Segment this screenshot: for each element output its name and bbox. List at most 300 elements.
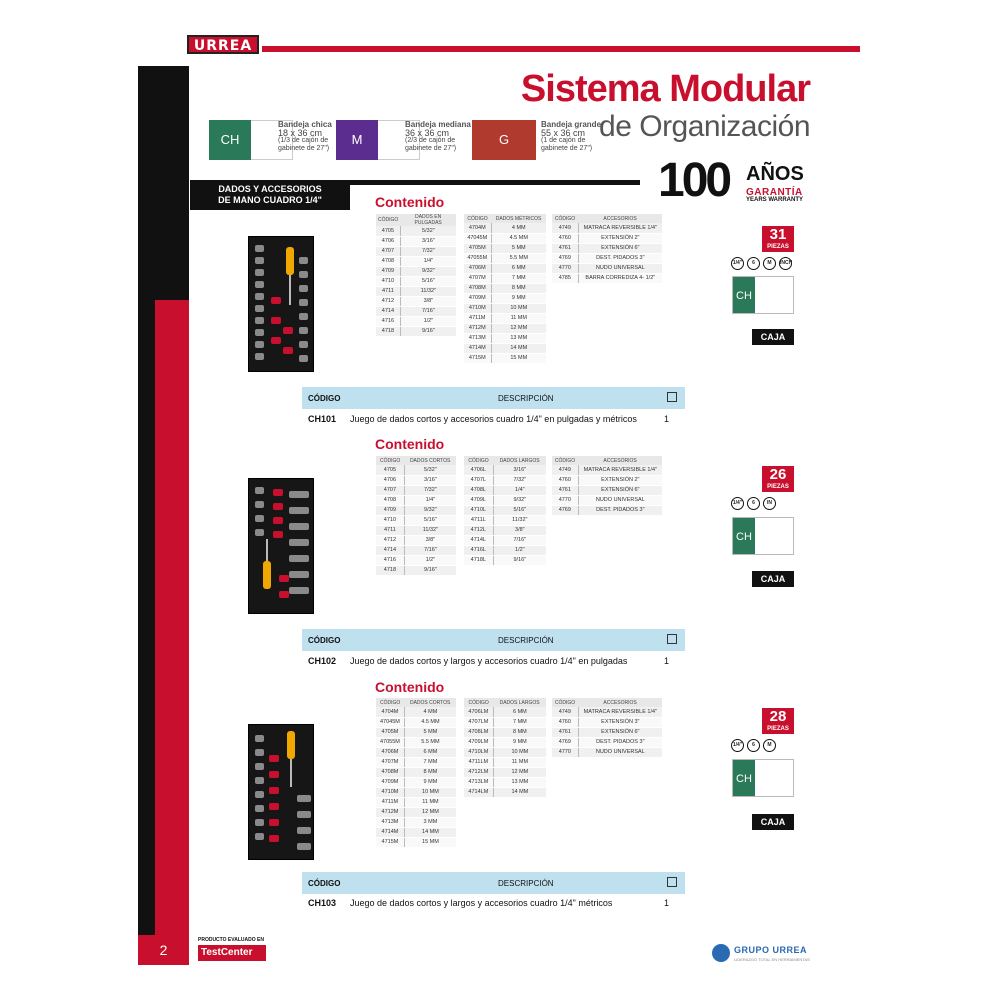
- table-row: [376, 737, 456, 747]
- table-row: [464, 777, 546, 787]
- globe-icon: [712, 944, 730, 962]
- socket: [279, 575, 289, 582]
- cell-value: 5.5 MM: [404, 737, 456, 747]
- cell-value: 6 MM: [491, 263, 546, 273]
- cell-value: EXTENSIÓN 6": [578, 727, 662, 737]
- piece-count: 31: [769, 226, 787, 243]
- socket: [283, 347, 293, 354]
- socket: [255, 791, 264, 798]
- cell-code: 4709: [376, 505, 404, 515]
- description-header: [302, 387, 685, 409]
- table-row: [376, 505, 456, 515]
- col-header: DADOS MÉTRICOS: [491, 214, 546, 223]
- table-row: [464, 495, 546, 505]
- screwdriver-handle: [286, 247, 294, 275]
- cell-value: 11 MM: [491, 313, 546, 323]
- cell-value: 1/4": [493, 485, 546, 495]
- table-row: [464, 343, 546, 353]
- table-long-sockets: [464, 456, 546, 566]
- table-row: [464, 283, 546, 293]
- product-code: CH103: [308, 898, 337, 908]
- table-row: [376, 256, 456, 266]
- table-row: [464, 767, 546, 777]
- cell-code: 4712: [376, 535, 404, 545]
- cell-value: 1/2": [400, 316, 456, 326]
- cell-value: 3/16": [493, 465, 546, 475]
- cell-code: 4718: [376, 565, 404, 575]
- urrea-logo: URREA: [187, 35, 259, 54]
- socket: [255, 353, 264, 360]
- metric-icon: M: [763, 739, 776, 752]
- table-row: [552, 747, 662, 757]
- table-row: [552, 273, 662, 283]
- spec-icons: [731, 497, 776, 510]
- cell-code: 4709M: [464, 293, 491, 303]
- tray-size-badge: [732, 759, 794, 797]
- cell-value: 13 MM: [491, 333, 546, 343]
- socket: [297, 827, 311, 834]
- socket: [271, 317, 281, 324]
- code-header: CÓDIGO: [308, 394, 341, 403]
- table-row: [376, 485, 456, 495]
- cell-code: 4760: [552, 717, 578, 727]
- socket: [299, 341, 308, 348]
- cell-value: 5.5 MM: [491, 253, 546, 263]
- table-row: [464, 243, 546, 253]
- cell-code: 4705: [376, 226, 400, 236]
- socket: [255, 805, 264, 812]
- cell-value: MATRACA REVERSIBLE 1/4": [578, 223, 662, 233]
- tray-code: CH: [209, 120, 251, 160]
- cell-code: 4707M: [464, 273, 491, 283]
- product-qty: 1: [664, 656, 670, 666]
- table-row: [552, 717, 662, 727]
- cell-value: 3/16": [400, 236, 456, 246]
- cell-code: 4715M: [464, 353, 491, 363]
- screwdriver-handle: [287, 731, 295, 759]
- cell-code: 4709LM: [464, 737, 493, 747]
- warranty-word: AÑOS: [746, 163, 804, 185]
- tray-text-m: [405, 121, 471, 153]
- col-header: CÓDIGO: [552, 698, 578, 707]
- cell-value: 10 MM: [491, 303, 546, 313]
- cell-code: 4706M: [376, 747, 404, 757]
- table-row: [552, 505, 662, 515]
- cell-code: 4707L: [464, 475, 493, 485]
- table-row: [376, 236, 456, 246]
- section-title-line1: DADOS Y ACCESORIOS: [218, 184, 322, 194]
- table-row: [376, 525, 456, 535]
- cell-code: 4713LM: [464, 777, 493, 787]
- code-header: CÓDIGO: [308, 636, 341, 645]
- cell-code: 4715M: [376, 837, 404, 847]
- cell-code: 47045M: [376, 717, 404, 727]
- cell-code: 4716: [376, 316, 400, 326]
- cell-code: 4749: [552, 707, 578, 717]
- piece-count: 26: [769, 466, 787, 483]
- cell-code: 4761: [552, 485, 578, 495]
- screwdriver-handle: [263, 561, 271, 589]
- socket: [273, 503, 283, 510]
- cell-value: 7 MM: [491, 273, 546, 283]
- grupo-tagline: LIDERAZGO TOTAL EN HERRAMIENTAS: [734, 957, 810, 962]
- cell-value: EXTENSIÓN 2": [578, 475, 662, 485]
- code-header: CÓDIGO: [308, 879, 341, 888]
- cell-code: 4711: [376, 525, 404, 535]
- cell-code: 4770: [552, 495, 578, 505]
- table-row: [376, 545, 456, 555]
- cell-code: 4707: [376, 485, 404, 495]
- table-row: [464, 485, 546, 495]
- tray-size-code: CH: [733, 518, 755, 554]
- cell-value: 9/16": [404, 565, 456, 575]
- col-header: CÓDIGO: [376, 214, 400, 226]
- drive-size-icon: 1/4": [731, 739, 744, 752]
- socket: [269, 803, 279, 810]
- description-header-label: DESCRIPCIÓN: [498, 636, 554, 645]
- table-metric-sockets: [464, 214, 546, 364]
- cell-code: 47055M: [376, 737, 404, 747]
- piece-label: PIEZAS: [767, 726, 789, 732]
- socket: [299, 285, 308, 292]
- screwdriver-shaft: [266, 539, 268, 561]
- table-row: [376, 827, 456, 837]
- table-row: [552, 485, 662, 495]
- socket: [279, 591, 289, 598]
- screwdriver-shaft: [289, 275, 291, 305]
- socket: [269, 771, 279, 778]
- cell-value: 11/32": [400, 286, 456, 296]
- col-header: ACCESORIOS: [578, 456, 662, 465]
- cell-code: 4708L: [464, 485, 493, 495]
- caja-label: CAJA: [752, 814, 794, 830]
- cell-value: 12 MM: [491, 323, 546, 333]
- piece-label: PIEZAS: [767, 484, 789, 490]
- col-header: ACCESORIOS: [578, 698, 662, 707]
- table-short-sockets: [376, 698, 456, 848]
- cell-value: 7/16": [493, 535, 546, 545]
- table-row: [376, 807, 456, 817]
- cell-value: 3/8": [493, 525, 546, 535]
- tool-tray-image: [248, 478, 314, 614]
- cell-code: 4718: [376, 326, 400, 336]
- socket: [269, 755, 279, 762]
- socket: [255, 529, 264, 536]
- col-header: CÓDIGO: [376, 698, 404, 707]
- table-row: [376, 717, 456, 727]
- cell-value: 8 MM: [493, 727, 546, 737]
- cell-value: 7/16": [404, 545, 456, 555]
- cell-code: 4710M: [376, 787, 404, 797]
- description-header-label: DESCRIPCIÓN: [498, 394, 554, 403]
- table-row: [376, 316, 456, 326]
- cell-code: 4712LM: [464, 767, 493, 777]
- cell-code: 47055M: [464, 253, 491, 263]
- table-row: [376, 475, 456, 485]
- table-row: [376, 555, 456, 565]
- table-row: [376, 226, 456, 236]
- tray-note: gabinete de 27"): [405, 145, 457, 152]
- table-row: [464, 263, 546, 273]
- hex-point-icon: 6: [747, 739, 760, 752]
- warranty-badge: [658, 154, 808, 207]
- cell-code: 4714LM: [464, 787, 493, 797]
- section-rule: [350, 180, 640, 185]
- cell-value: 6 MM: [493, 707, 546, 717]
- col-header: CÓDIGO: [464, 698, 493, 707]
- cell-code: 4707LM: [464, 717, 493, 727]
- cell-code: 4770: [552, 747, 578, 757]
- cell-value: 7/32": [404, 485, 456, 495]
- socket: [255, 341, 264, 348]
- cell-value: 9 MM: [491, 293, 546, 303]
- socket: [289, 507, 309, 514]
- cell-value: 9/32": [493, 495, 546, 505]
- cell-code: 4714: [376, 545, 404, 555]
- cell-value: 12 MM: [493, 767, 546, 777]
- col-header: DADOS CORTOS: [404, 456, 456, 465]
- socket: [273, 517, 283, 524]
- cell-value: 5/32": [400, 226, 456, 236]
- tray-size-blank: [755, 277, 793, 313]
- cell-code: 4714: [376, 306, 400, 316]
- table-row: [376, 535, 456, 545]
- drive-size-icon: 1/4": [731, 257, 744, 270]
- socket: [269, 819, 279, 826]
- cell-code: 4769: [552, 737, 578, 747]
- cell-value: MATRACA REVERSIBLE 1/4": [578, 465, 662, 475]
- col-header: DADOS CORTOS: [404, 698, 456, 707]
- product-code: CH101: [308, 414, 337, 424]
- table-row: [464, 273, 546, 283]
- col-header: ACCESORIOS: [578, 214, 662, 223]
- cell-value: 11/32": [404, 525, 456, 535]
- description-header: [302, 629, 685, 651]
- cell-code: 4708M: [376, 767, 404, 777]
- table-row: [376, 757, 456, 767]
- cell-value: 11/32": [493, 515, 546, 525]
- tray-note: gabinete de 27"): [278, 145, 330, 152]
- socket: [289, 523, 309, 530]
- col-header: DADOS EN PULGADAS: [400, 214, 456, 226]
- cell-value: 10 MM: [493, 747, 546, 757]
- cell-code: 4711M: [464, 313, 491, 323]
- cell-code: 4711LM: [464, 757, 493, 767]
- table-row: [464, 545, 546, 555]
- socket: [255, 735, 264, 742]
- cell-value: DEST. PIDADOS 3": [578, 253, 662, 263]
- cell-code: 4707: [376, 246, 400, 256]
- contenido-heading: Contenido: [375, 679, 445, 695]
- spec-icons: [731, 257, 792, 270]
- socket: [283, 327, 293, 334]
- cell-value: 1/4": [404, 495, 456, 505]
- piece-count: 28: [769, 708, 787, 725]
- socket: [255, 293, 264, 300]
- cell-code: 4704M: [464, 223, 491, 233]
- cell-code: 4705: [376, 465, 404, 475]
- table-row: [552, 707, 662, 717]
- cell-code: 4761: [552, 727, 578, 737]
- metric-icon: M: [763, 257, 776, 270]
- cell-value: NUDO UNIVERSAL: [578, 747, 662, 757]
- col-header: CÓDIGO: [376, 456, 404, 465]
- socket: [255, 329, 264, 336]
- contenido-heading: Contenido: [375, 436, 445, 452]
- cell-value: 4.5 MM: [404, 717, 456, 727]
- socket: [255, 305, 264, 312]
- cell-code: 4710M: [464, 303, 491, 313]
- table-long-sockets: [464, 698, 546, 798]
- socket: [289, 555, 309, 562]
- cell-value: 14 MM: [491, 343, 546, 353]
- table-row: [552, 495, 662, 505]
- tray-name: Bandeja chica: [278, 120, 332, 129]
- socket: [271, 297, 281, 304]
- table-row: [376, 286, 456, 296]
- table-row: [552, 253, 662, 263]
- tray-note: gabinete de 27"): [541, 145, 593, 152]
- cell-value: 9/16": [400, 326, 456, 336]
- cell-value: 8 MM: [491, 283, 546, 293]
- inch-icon: IN: [763, 497, 776, 510]
- col-header: CÓDIGO: [552, 456, 578, 465]
- table-row: [464, 717, 546, 727]
- cell-value: 5 MM: [491, 243, 546, 253]
- table-row: [376, 495, 456, 505]
- cell-value: 7/32": [493, 475, 546, 485]
- socket: [297, 843, 311, 850]
- cell-code: 4708: [376, 256, 400, 266]
- piece-label: PIEZAS: [767, 244, 789, 250]
- left-red-band: [155, 300, 189, 936]
- product-qty: 1: [664, 898, 670, 908]
- hex-point-icon: 6: [747, 257, 760, 270]
- socket: [299, 257, 308, 264]
- cell-value: 8 MM: [404, 767, 456, 777]
- product-code: CH102: [308, 656, 337, 666]
- cell-code: 4710: [376, 276, 400, 286]
- socket: [255, 777, 264, 784]
- table-row: [464, 555, 546, 565]
- cell-code: 4706L: [464, 465, 493, 475]
- table-row: [376, 296, 456, 306]
- table-row: [552, 243, 662, 253]
- table-accessories: [552, 456, 662, 516]
- table-row: [376, 727, 456, 737]
- cell-value: 1/4": [400, 256, 456, 266]
- cell-value: 1/2": [493, 545, 546, 555]
- tray-note: (2/3 de cajón de: [405, 137, 456, 144]
- cell-value: 13 MM: [493, 777, 546, 787]
- cell-value: 9 MM: [404, 777, 456, 787]
- cell-value: 11 MM: [404, 797, 456, 807]
- cell-value: 9/32": [400, 266, 456, 276]
- tray-name: Bandeja grande: [541, 120, 602, 129]
- cell-value: EXTENSIÓN 6": [578, 243, 662, 253]
- col-header: CÓDIGO: [552, 214, 578, 223]
- table-row: [552, 233, 662, 243]
- socket: [289, 539, 309, 546]
- cell-value: 9/32": [404, 505, 456, 515]
- table-row: [464, 737, 546, 747]
- col-header: CÓDIGO: [464, 214, 491, 223]
- col-header: DADOS LARGOS: [493, 698, 546, 707]
- tool-tray-image: [248, 724, 314, 860]
- tool-tray-image: [248, 236, 314, 372]
- cell-code: 4704M: [376, 707, 404, 717]
- spec-icons: [731, 739, 776, 752]
- cell-code: 4711: [376, 286, 400, 296]
- col-header: DADOS LARGOS: [493, 456, 546, 465]
- screwdriver-shaft: [290, 759, 292, 787]
- table-row: [376, 767, 456, 777]
- table-row: [376, 747, 456, 757]
- table-row: [464, 727, 546, 737]
- tray-size-code: CH: [733, 760, 755, 796]
- cell-value: 14 MM: [404, 827, 456, 837]
- cell-code: 4760: [552, 475, 578, 485]
- description-header-label: DESCRIPCIÓN: [498, 879, 554, 888]
- cell-code: 4709M: [376, 777, 404, 787]
- cell-value: DEST. PIDADOS 3": [578, 505, 662, 515]
- cell-value: 5/16": [493, 505, 546, 515]
- socket: [299, 313, 308, 320]
- tray-note: (1/3 de cajón de: [278, 137, 329, 144]
- page-title: Sistema Modular: [520, 68, 810, 110]
- socket: [289, 587, 309, 594]
- table-row: [464, 333, 546, 343]
- cell-code: 4760: [552, 233, 578, 243]
- tray-size-badge: [732, 276, 794, 314]
- table-row: [376, 326, 456, 336]
- tray-size: 36 x 36 cm: [405, 128, 450, 138]
- caja-label: CAJA: [752, 329, 794, 345]
- piece-count-badge: [762, 466, 794, 492]
- cell-code: 4716L: [464, 545, 493, 555]
- table-row: [464, 505, 546, 515]
- tray-text-g: [541, 121, 601, 153]
- cell-value: 5/16": [404, 515, 456, 525]
- cell-code: 4714L: [464, 535, 493, 545]
- cell-code: 4749: [552, 223, 578, 233]
- socket: [273, 531, 283, 538]
- socket: [297, 795, 311, 802]
- contenido-heading: Contenido: [375, 194, 445, 210]
- table-accessories: [552, 698, 662, 758]
- testcenter-caption: PRODUCTO EVALUADO EN: [198, 937, 264, 943]
- table-row: [464, 313, 546, 323]
- table-row: [376, 707, 456, 717]
- cell-code: 4709L: [464, 495, 493, 505]
- cell-value: NUDO UNIVERSAL: [578, 495, 662, 505]
- table-row: [464, 515, 546, 525]
- tray-swatch-g: [472, 120, 536, 160]
- table-row: [376, 465, 456, 475]
- table-accessories: [552, 214, 662, 284]
- cell-value: 11 MM: [493, 757, 546, 767]
- socket: [255, 501, 264, 508]
- cell-code: 4718L: [464, 555, 493, 565]
- table-row: [552, 263, 662, 273]
- socket: [255, 317, 264, 324]
- warranty-years: 100: [658, 154, 730, 207]
- socket: [299, 355, 308, 362]
- cell-value: 7 MM: [493, 717, 546, 727]
- warranty-label: GARANTÍA: [746, 187, 803, 198]
- cell-code: 4712M: [464, 323, 491, 333]
- table-row: [464, 323, 546, 333]
